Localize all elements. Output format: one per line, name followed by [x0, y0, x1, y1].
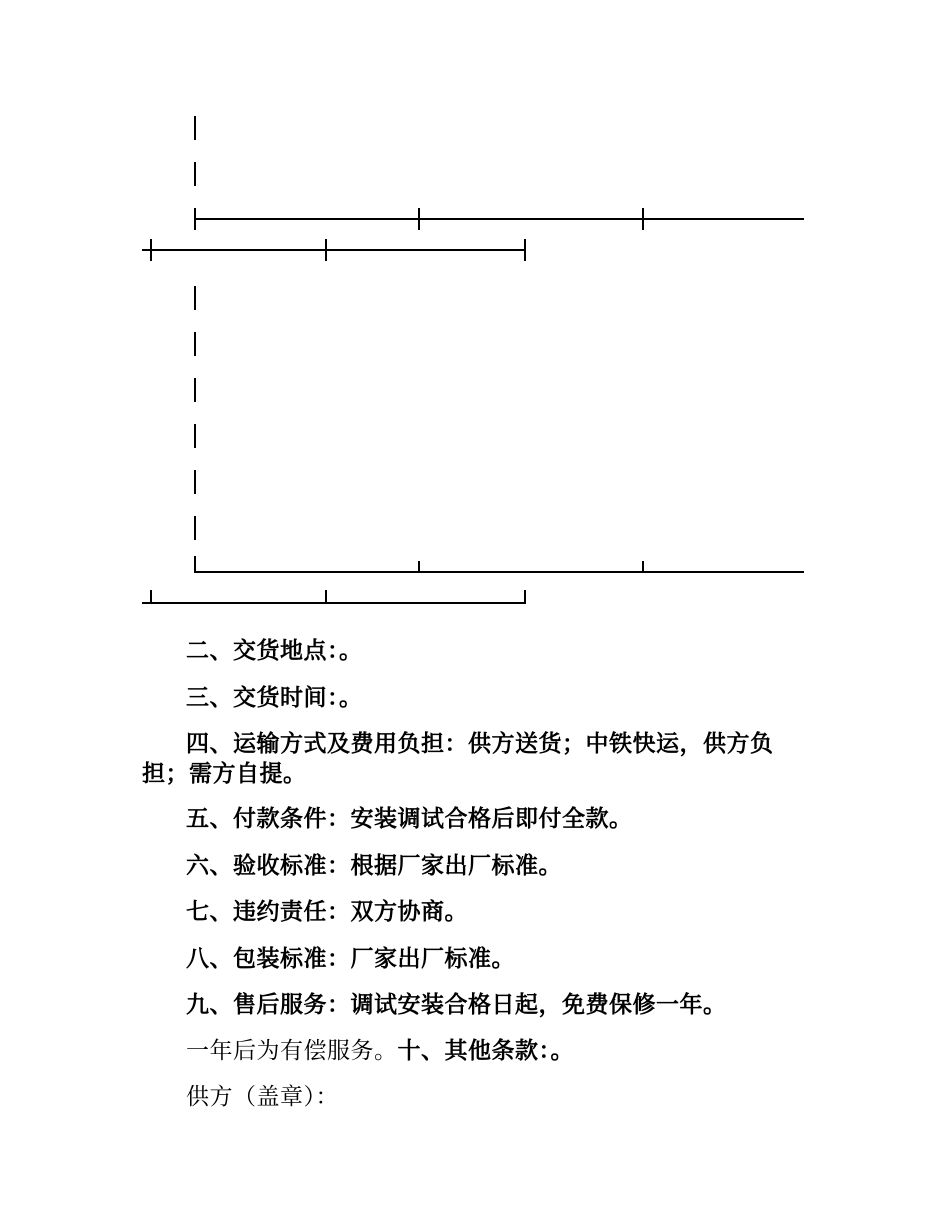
table-vertical-rule [194, 470, 196, 494]
table-horizontal-rule [196, 218, 804, 220]
table-junction [418, 561, 420, 573]
table-junction [524, 590, 526, 604]
table-junction [524, 239, 526, 261]
table-junction [642, 208, 644, 230]
supplier-label: 供方（盖章）： [186, 1084, 339, 1110]
supplier-signature-line [142, 1082, 806, 1112]
clause-text: 七、违约责任：双方协商。 [186, 898, 468, 925]
table-vertical-rule [194, 424, 196, 448]
clause-text: 三、交货时间：。 [186, 684, 363, 711]
table-vertical-rule [194, 286, 196, 310]
clause-text: 八、包装标准：厂家出厂标准。 [186, 945, 515, 972]
table-vertical-rule [194, 378, 196, 402]
clause-text: 九、售后服务：调试安装合格日起，免费保修一年。 [186, 991, 727, 1018]
table-horizontal-rule [194, 571, 804, 573]
clause-after-sales [142, 990, 806, 1020]
clause-text: 十、其他条款：。 [397, 1037, 574, 1064]
clause-delivery-time [142, 683, 806, 713]
clause-delivery-place [142, 636, 806, 666]
clause-packaging [142, 944, 806, 974]
table-junction [150, 239, 152, 261]
clause-text: 四、运输方式及费用负担：供方送货；中铁快运，供方负担；需方自提。 [142, 730, 774, 787]
table-junction [418, 208, 420, 230]
clause-transport [142, 729, 806, 789]
clause-other [142, 1036, 806, 1066]
table-vertical-rule [194, 332, 196, 356]
clause-payment [142, 804, 806, 834]
table-vertical-rule [194, 116, 196, 140]
table-junction [642, 561, 644, 573]
clause-lead-text: 一年后为有偿服务。 [186, 1038, 398, 1064]
clause-text: 二、交货地点：。 [186, 637, 363, 664]
clause-text: 六、验收标准：根据厂家出厂标准。 [186, 852, 562, 879]
table-vertical-rule [194, 516, 196, 540]
clause-breach [142, 897, 806, 927]
clause-acceptance [142, 851, 806, 881]
table-junction [325, 590, 327, 604]
clause-text: 五、付款条件：安装调试合格后即付全款。 [186, 805, 633, 832]
table-horizontal-rule [142, 602, 526, 604]
table-vertical-rule [194, 162, 196, 186]
table-junction [194, 208, 196, 230]
table-junction [150, 590, 152, 604]
table-horizontal-rule [142, 249, 526, 251]
table-junction [325, 239, 327, 261]
